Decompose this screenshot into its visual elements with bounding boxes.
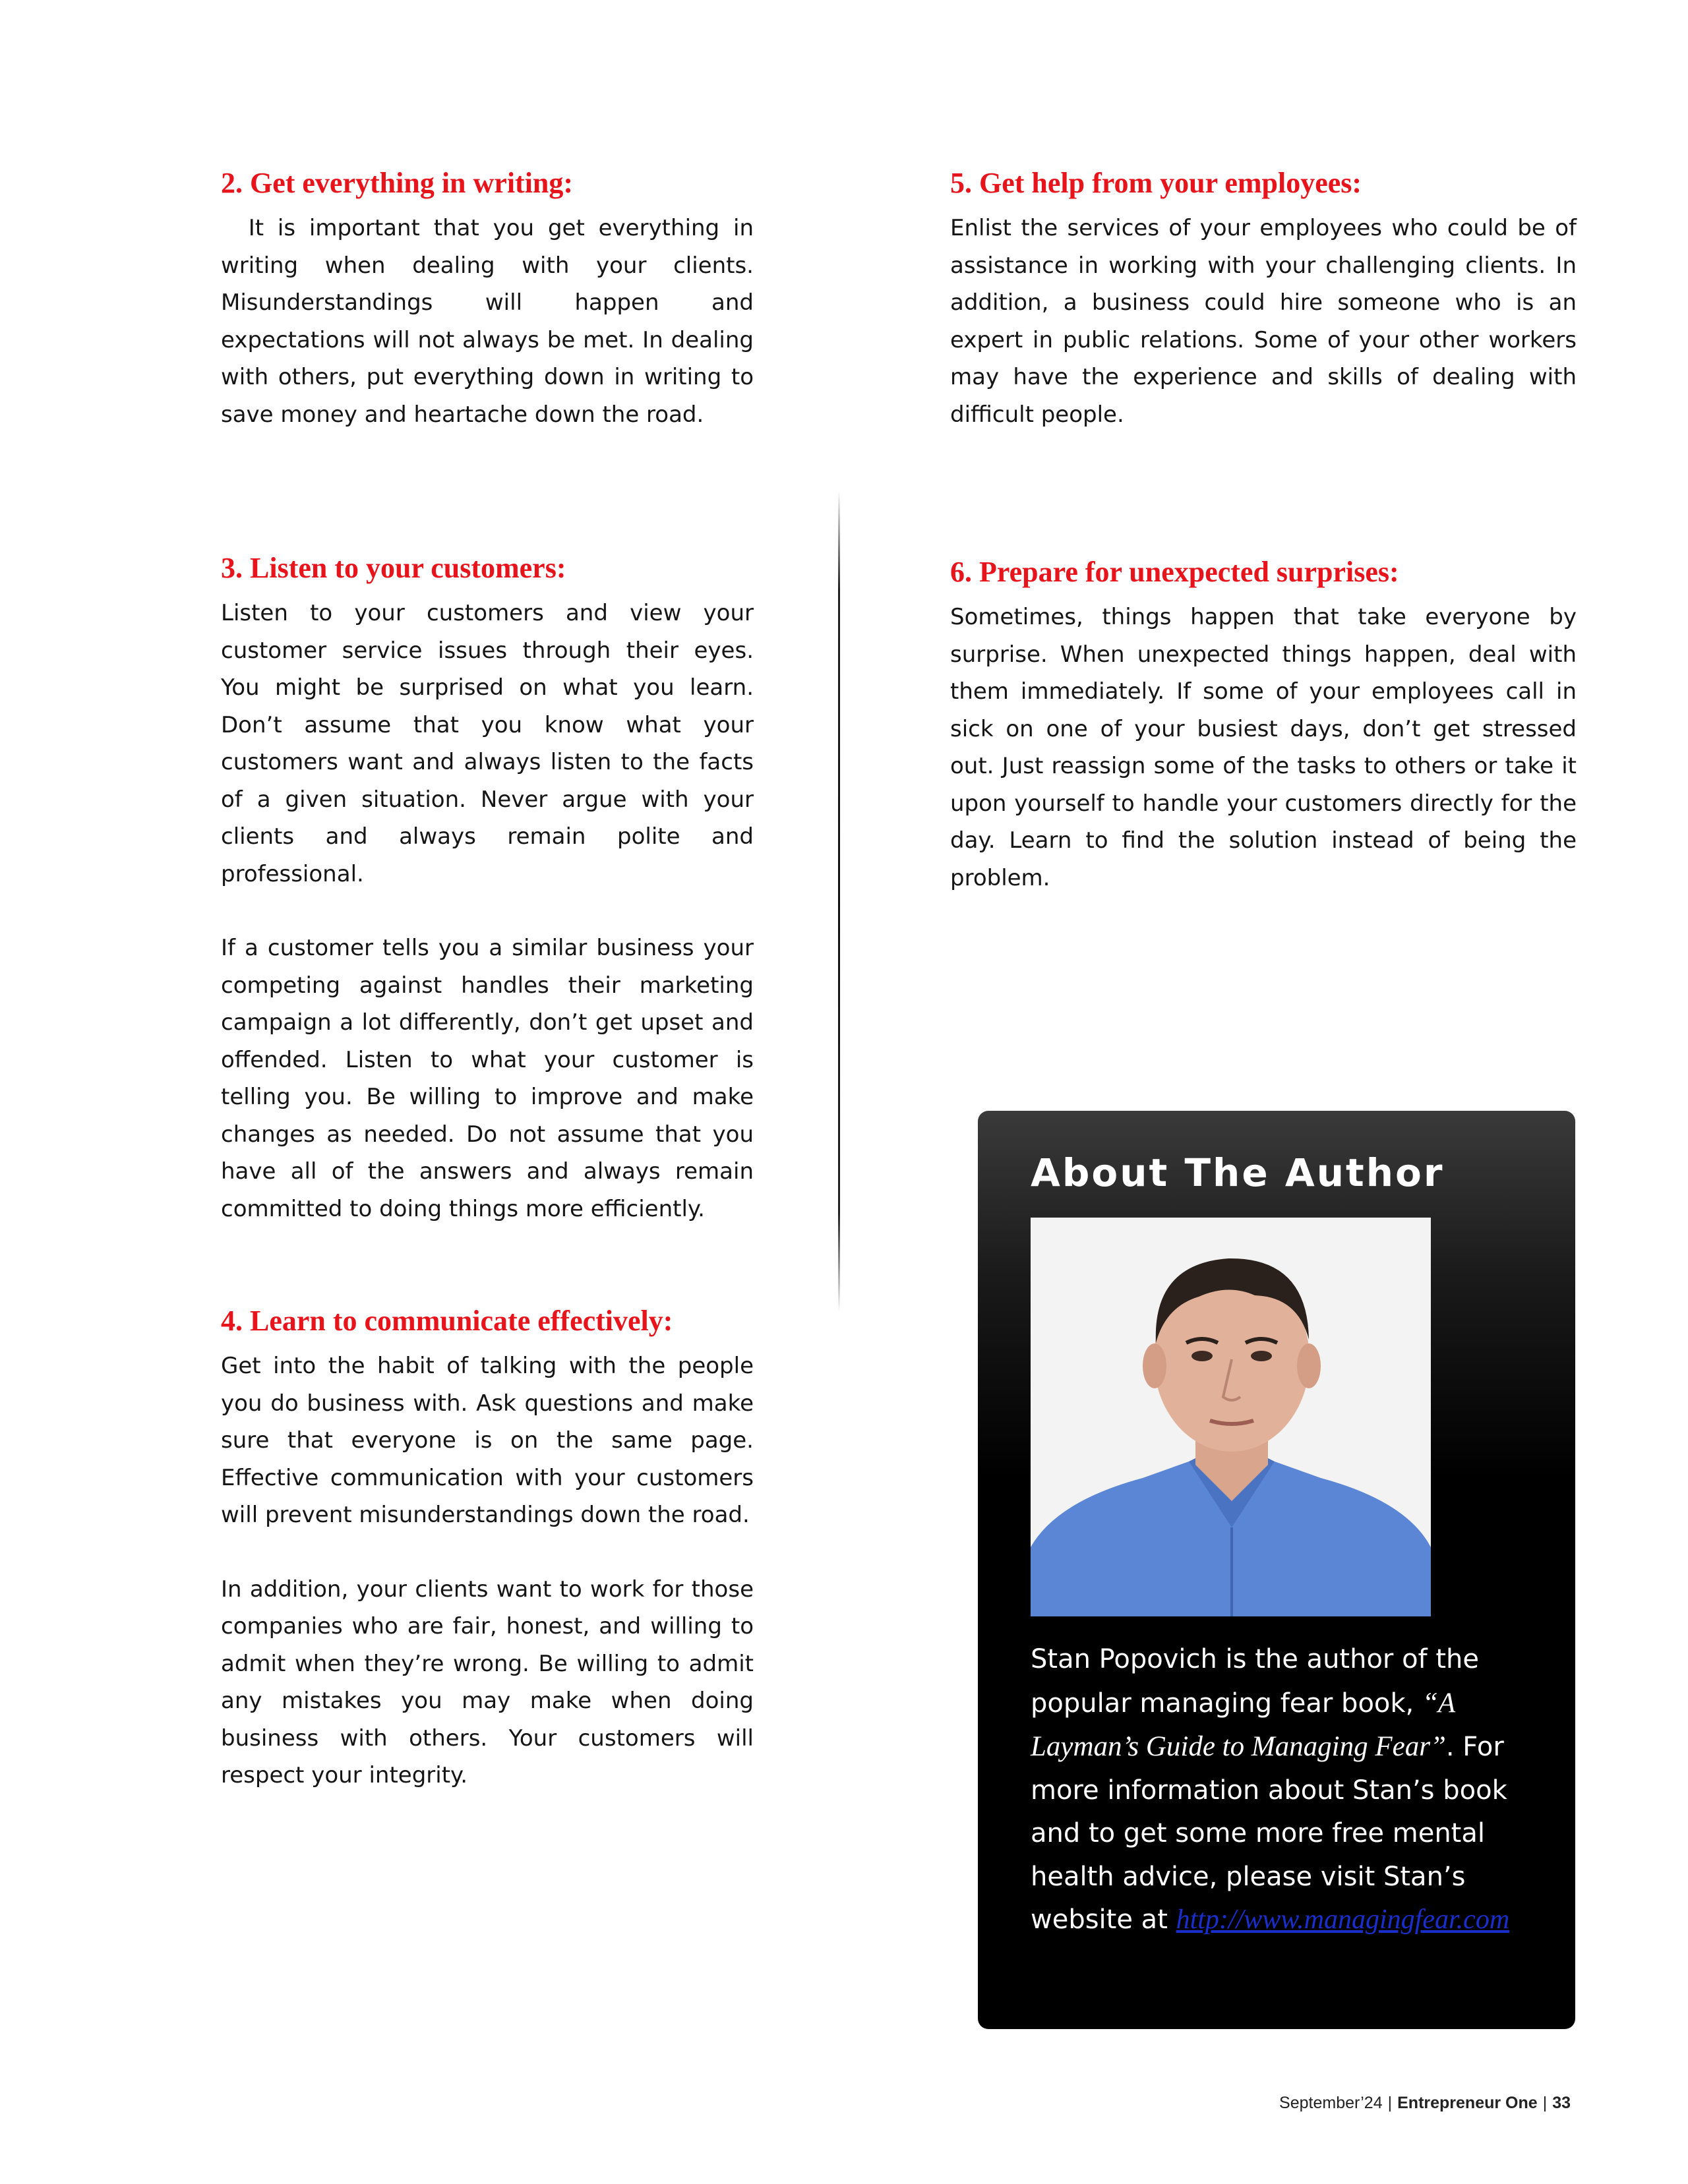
section-communicate-effectively [221,1303,754,1794]
section-paragraph: In addition, your clients want to work for those companies who are fair, honest, and willing to admit when they’re wrong. Be willing to admit any mistakes you may make when doing business with others. Your customers will respect your integrity. [221,1576,754,1788]
footer-separator: | [1542,2094,1548,2112]
footer-issue: September’24 [1279,2094,1383,2112]
section-paragraph: Sometimes, things happen that take everyone by surprise. When unexpected things happen, deal with them immediately. If some of your employees call in sick on one of your busiest days, don’t get stressed out. Just reassign some of the tasks to others or take it upon yourself to handle your customers directly for the day. Learn to find the solution instead of being the problem. [950,604,1577,891]
section-paragraph: Listen to your customers and view your customer service issues through their eyes. You might be surprised on what you learn. Don’t assume that you know what your customers want and always listen to the facts of a given situation. Never argue with your clients and always remain polite and professional. [221,600,754,887]
footer-magazine: Entrepreneur One [1397,2094,1538,2112]
author-bio-text: Stan Popovich is the author of the popular managing fear book, [1031,1644,1479,1719]
author-photo [1031,1218,1431,1616]
author-portrait-illustration [1031,1218,1431,1616]
section-paragraph: It is important that you get everything in writing when dealing with your clients. Misunderstandings will happen and expectations will not always be met. In dealing with others, put everything down in writing to save money and heartache down the road. [221,215,761,428]
section-get-everything-in-writing [221,165,761,433]
section-unexpected-surprises [950,554,1577,897]
about-the-author-box [978,1111,1575,2029]
author-box-title: About The Author [1031,1150,1445,1195]
section-heading: 6. Prepare for unexpected surprises: [950,556,1399,588]
section-heading: 4. Learn to communicate effectively: [221,1305,673,1337]
author-bio [1031,1638,1552,1942]
author-book-title: “A Layman’s Guide to Managing Fear” [1031,1687,1455,1762]
section-listen-to-customers [221,550,754,1227]
section-heading: 3. Listen to your customers: [221,552,566,584]
section-paragraph: If a customer tells you a similar business your competing against handles their marketing campaign a lot differently, don’t get upset and offended. Listen to what your customer is telling you. Be willing to improve and make changes as needed. Do not assume that you have all of the answers and always remain committed to doing things more efficiently. [221,935,754,1222]
page-footer [1279,2094,1571,2113]
author-website-link[interactable]: http://www.managingfear.com [1176,1904,1510,1935]
footer-separator: | [1387,2094,1393,2112]
section-paragraph: Enlist the services of your employees who could be of assistance in working with your challenging clients. In addition, a business could hire someone who is an expert in public relations. Some of your other workers may have the experience and skills of dealing with difficult people. [950,215,1577,428]
section-paragraph: Get into the habit of talking with the people you do business with. Ask questions and make sure that everyone is on the same page. Effective communication with your customers will prevent misunderstandings down the road. [221,1353,754,1528]
section-heading: 5. Get help from your employees: [950,167,1362,199]
footer-page-number: 33 [1552,2094,1571,2112]
author-bio-text-2: . For more information about Stan’s book and to get some more free mental health advice, please visit Stan’s website at [1031,1732,1507,1935]
section-heading: 2. Get everything in writing: [221,167,574,199]
column-divider [838,491,840,1312]
section-help-from-employees [950,165,1577,433]
